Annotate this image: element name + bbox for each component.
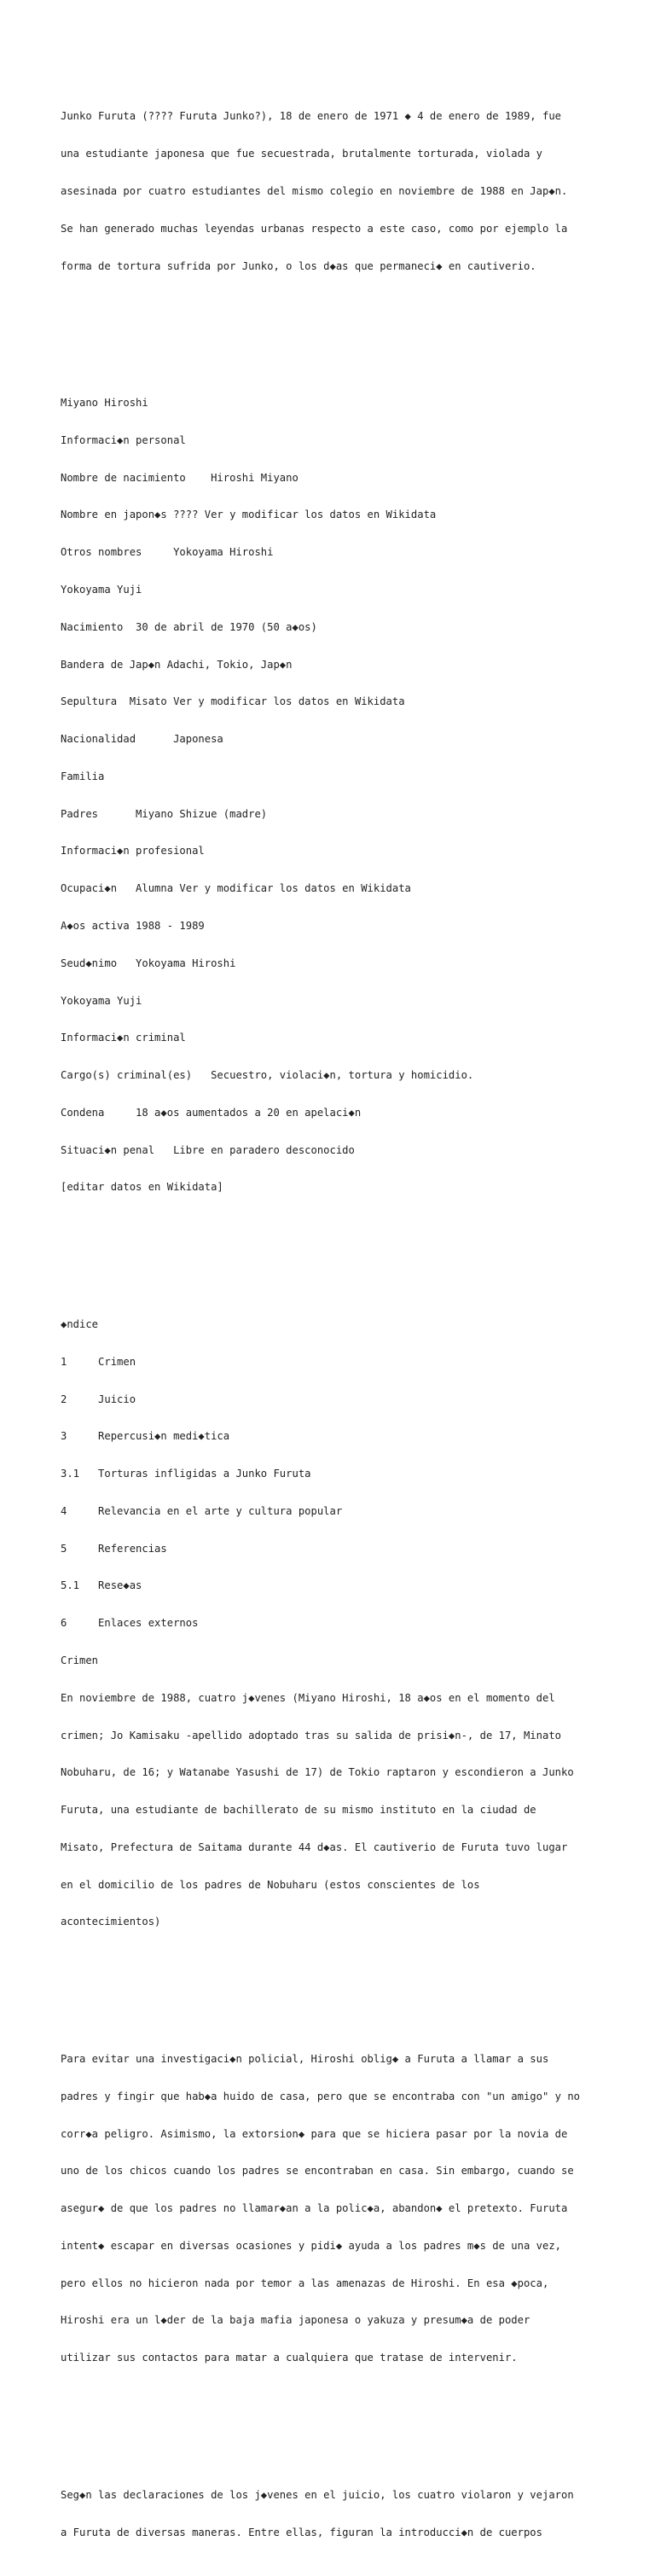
text-line: Nacionalidad Japonesa	[61, 733, 223, 746]
text-line: Familia	[61, 770, 105, 782]
text-line: forma de tortura sufrida por Junko, o los d◆as que permaneci◆ en cautiverio.	[61, 259, 536, 272]
text-line: Miyano Hiroshi	[61, 397, 148, 410]
text-line: en el domicilio de los padres de Nobuharu (estos conscientes de los	[61, 1878, 480, 1891]
text-line: Junko Furuta (???? Furuta Junko?), 18 de enero de 1971 ◆ 4 de enero de 1989, fue	[61, 110, 561, 123]
text-line: una estudiante japonesa que fue secuestrada, brutalmente torturada, violada y	[61, 148, 542, 160]
text-line: crimen; Jo Kamisaku -apellido adoptado tras su salida de prisi◆n-, de 17, Minato	[61, 1729, 561, 1742]
blank-line	[61, 1243, 641, 1256]
blank-line	[61, 322, 641, 334]
text-line: 1 Crimen	[61, 1355, 136, 1368]
text-line: pero ellos no hicieron nada por temor a las amenazas de Hiroshi. En esa ◆poca,	[61, 2277, 549, 2289]
text-line: Informaci◆n criminal	[61, 1032, 186, 1044]
blank-line	[61, 2414, 641, 2427]
text-line: Sepultura Misato Ver y modificar los datos en Wikidata	[61, 695, 405, 708]
text-line: Informaci◆n profesional	[61, 845, 205, 858]
text-line: Informaci◆n personal	[61, 433, 186, 446]
text-line: Nombre en japon◆s ???? Ver y modificar los datos en Wikidata	[61, 509, 437, 521]
text-line: 5 Referencias	[61, 1542, 167, 1555]
toc-and-crimen-block	[61, 1294, 641, 1953]
text-line: utilizar sus contactos para matar a cualquiera que tratase de intervenir.	[61, 2352, 518, 2364]
text-line: intent◆ escapar en diversas ocasiones y pidi◆ ayuda a los padres m◆s de una vez,	[61, 2239, 561, 2252]
text-line: 5.1 Rese◆as	[61, 1579, 142, 1592]
declarations-paragraph	[61, 2464, 641, 2564]
text-line: a Furuta de diversas maneras. Entre ellas, figuran la introducci◆n de cuerpos	[61, 2526, 542, 2538]
infobox-block	[61, 372, 641, 1218]
text-line: 3 Repercusi◆n medi◆tica	[61, 1430, 230, 1443]
text-line: Misato, Prefectura de Saitama durante 44 d◆as. El cautiverio de Furuta tuvo lugar	[61, 1840, 568, 1853]
text-line: Hiroshi era un l◆der de la baja mafia japonesa o yakuza y presum◆a de poder	[61, 2314, 530, 2327]
text-line: Bandera de Jap◆n Adachi, Tokio, Jap◆n	[61, 658, 293, 671]
text-line: uno de los chicos cuando los padres se encontraban en casa. Sin embargo, cuando se	[61, 2165, 574, 2178]
text-line: Situaci◆n penal Libre en paradero desconocido	[61, 1143, 355, 1156]
text-line: Seud◆nimo Yokoyama Hiroshi	[61, 957, 236, 969]
text-line: 6 Enlaces externos	[61, 1617, 199, 1630]
text-line: Para evitar una investigaci◆n policial, Hiroshi oblig◆ a Furuta a llamar a sus	[61, 2053, 549, 2065]
text-line: Nacimiento 30 de abril de 1970 (50 a◆os)	[61, 620, 317, 633]
text-line: acontecimientos)	[61, 1916, 161, 1928]
text-line: asesinada por cuatro estudiantes del mismo colegio en noviembre de 1988 en Jap◆n.	[61, 184, 568, 197]
text-line: Padres Miyano Shizue (madre)	[61, 807, 268, 820]
text-line: Nobuharu, de 16; y Watanabe Yasushi de 17) de Tokio raptaron y escondieron a Junko	[61, 1766, 574, 1779]
intro-paragraph	[61, 85, 641, 297]
text-line: Cargo(s) criminal(es) Secuestro, violaci◆n, tortura y homicidio.	[61, 1069, 474, 1082]
text-line: 2 Juicio	[61, 1393, 136, 1405]
text-line: Condena 18 a◆os aumentados a 20 en apelaci◆n	[61, 1106, 362, 1119]
text-line: 3.1 Torturas infligidas a Junko Furuta	[61, 1468, 311, 1480]
text-line: Nombre de nacimiento Hiroshi Miyano	[61, 471, 299, 484]
text-line: Crimen	[61, 1654, 99, 1666]
investigation-paragraph	[61, 2028, 641, 2389]
text-line: ◆ndice	[61, 1317, 99, 1330]
text-line: corr◆a peligro. Asimismo, la extorsion◆ para que se hiciera pasar por la novia de	[61, 2127, 568, 2140]
text-line: asegur◆ de que los padres no llamar◆an a la polic◆a, abandon◆ el pretexto. Furuta	[61, 2202, 568, 2215]
text-line: Seg◆n las declaraciones de los j◆venes en el juicio, los cuatro violaron y vejaron	[61, 2488, 574, 2501]
text-line: 4 Relevancia en el arte y cultura popular	[61, 1504, 343, 1517]
text-line: En noviembre de 1988, cuatro j◆venes (Miyano Hiroshi, 18 a◆os en el momento del	[61, 1691, 555, 1704]
text-line: Yokoyama Yuji	[61, 994, 142, 1007]
blank-line	[61, 1978, 641, 1991]
document-body	[61, 61, 641, 2576]
text-line: Yokoyama Yuji	[61, 583, 142, 596]
text-line: Furuta, una estudiante de bachillerato de su mismo instituto en la ciudad de	[61, 1804, 536, 1817]
text-line: Ocupaci◆n Alumna Ver y modificar los datos en Wikidata	[61, 882, 411, 895]
text-line: Otros nombres Yokoyama Hiroshi	[61, 546, 274, 559]
text-line: A◆os activa 1988 - 1989	[61, 919, 205, 932]
text-line: padres y fingir que hab◆a huido de casa, pero que se encontraba con "un amigo" y no	[61, 2090, 581, 2102]
text-line: Se han generado muchas leyendas urbanas respecto a este caso, como por ejemplo la	[61, 222, 568, 235]
text-line: [editar datos en Wikidata]	[61, 1181, 223, 1194]
